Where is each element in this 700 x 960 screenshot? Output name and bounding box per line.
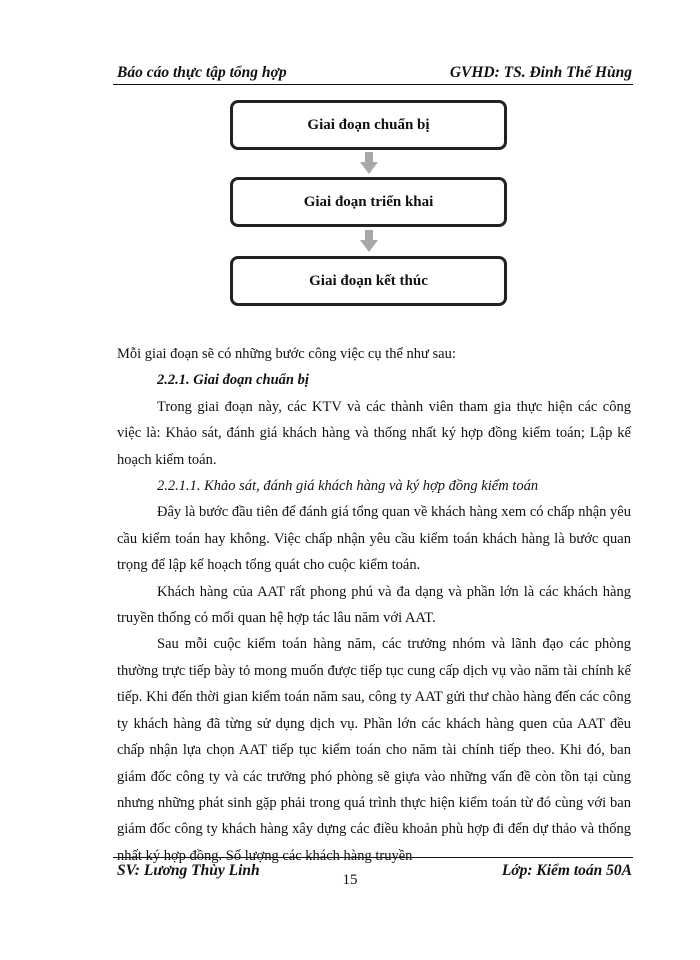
footer-rule [113, 857, 633, 858]
flow-step-conclusion: Giai đoạn kết thúc [230, 256, 507, 306]
flow-step-execution: Giai đoạn triển khai [230, 177, 507, 227]
paragraph-2-2-1: Trong giai đoạn này, các KTV và các thành viên tham gia thực hiện các công việc là: Khảo sát, đánh giá khách hàng và thống nhất ký hợp đồng kiểm toán; Lập kế hoạch kiểm toán. [117, 398, 631, 468]
page-number: 15 [342, 872, 358, 888]
flow-step-preparation: Giai đoạn chuẩn bị [230, 100, 507, 150]
header-left: Báo cáo thực tập tổng hợp [117, 64, 287, 81]
arrow-down-icon [360, 230, 378, 252]
paragraph-intro: Mỗi giai đoạn sẽ có những bước công việc cụ thể như sau: [117, 346, 456, 362]
header-right: GVHD: TS. Đinh Thế Hùng [449, 64, 632, 81]
body-text [117, 341, 631, 869]
footer-class: Lớp: Kiểm toán 50A [501, 862, 632, 879]
heading-2-2-1-1: 2.2.1.1. Khảo sát, đánh giá khách hàng và ký hợp đồng kiểm toán [157, 478, 539, 495]
paragraph-survey: Đây là bước đầu tiên để đánh giá tổng quan về khách hàng xem có chấp nhận yêu cầu kiểm toán hay không. Việc chấp nhận yêu cầu kiểm toán khách hàng là bước quan trọng để lập kế hoạch tổng quát cho cuộc kiểm toán. [117, 504, 631, 574]
header-rule [113, 84, 633, 85]
arrow-down-icon [360, 152, 378, 174]
footer-student: SV: Lương Thùy Linh [117, 862, 260, 879]
paragraph-annual-audit: Sau mỗi cuộc kiểm toán hàng năm, các trưởng nhóm và lãnh đạo các phòng thường trực tiếp bày tỏ mong muốn được tiếp tục cung cấp dịch vụ vào năm tài chính kế tiếp. Khi đến thời gian kiểm toán năm sau, công ty AAT gửi thư chào hàng đến các công ty khách hàng đã từng sử dụng dịch vụ. Phần lớn các khách hàng quen của AAT đều chấp nhận lựa chọn AAT tiếp tục kiểm toán cho năm tài chính tiếp theo. Khi đó, ban giám đốc công ty và các trưởng phó phòng sẽ giựa vào những vấn đề còn tồn tại cùng nhưng những phát sinh gặp phải trong quá trình thực hiện kiểm toán từ đó cùng với ban giám đốc công ty khách hàng xây dựng các điều khoản phù hợp đi đến dự thảo và thống nhất ký hợp đồng. Số lượng các khách hàng truyền [117, 636, 631, 864]
heading-2-2-1: 2.2.1. Giai đoạn chuẩn bị [157, 372, 309, 389]
paragraph-customers: Khách hàng của AAT rất phong phú và đa dạng và phần lớn là các khách hàng truyền thống có mối quan hệ hợp tác lâu năm với AAT. [117, 583, 631, 627]
